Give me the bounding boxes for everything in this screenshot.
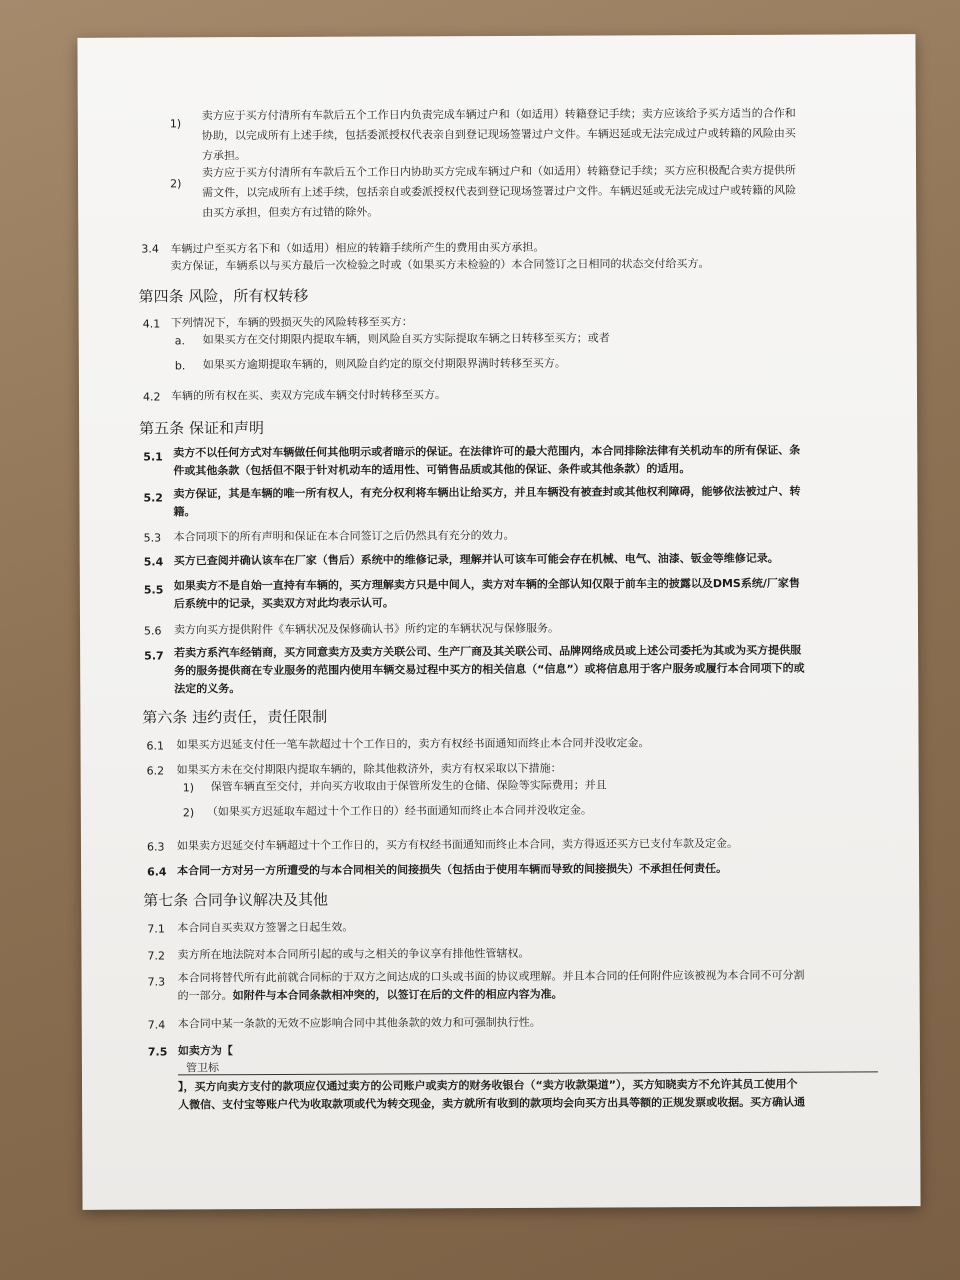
section-6-heading: 第六条 违约责任，责任限制 (142, 707, 328, 727)
clause-7-1-text: 本合同自买卖双方签署之日起生效。 (177, 920, 354, 935)
clause-7-3-line-1: 本合同将替代所有此前就合同标的于双方之间达成的口头或书面的协议或理解。并且本合同的任何附件应该被视为本合同不可分割 (177, 968, 805, 985)
clause-7-5-line-1: 】，买方向卖方支付的款项应仅通过卖方的公司账户或卖方的财务收银台（“卖方收款渠道”），买方知晓卖方不允许其员工使用个 (177, 1077, 798, 1094)
clause-5-6-text: 卖方向买方提供附件《车辆状况及保修确认书》所约定的车辆状况与保修服务。 (174, 621, 560, 637)
clause-6-2-2-text: （如果买方迟延取车超过十个工作日的）经书面通知而终止本合同并没收定金。 (206, 803, 592, 819)
item-1-line-1: 卖方应于买方付清所有车款后五个工作日内负责完成车辆过户和（如适用）转籍登记手续；卖方应该给予买方适当的合作和 (201, 106, 796, 123)
clause-7-3-line-2 (178, 986, 563, 1005)
clause-6-4-number: 6.4 (147, 865, 167, 879)
clause-7-5-label: 如卖方为【 (177, 1044, 233, 1058)
clause-7-5-number: 7.5 (147, 1045, 168, 1059)
clause-5-7-line-2: 务的服务提供商在专业服务的范围内使用车辆交易过程中买方的相关信息（“信息”）或将信息用于客户服务或履行本合同项下的或 (174, 661, 805, 678)
section-4-heading: 第四条 风险，所有权转移 (138, 286, 309, 306)
clause-6-2-text: 如果买方未在交付期限内提取车辆的，除其他救济外，卖方有权采取以下措施： (176, 761, 562, 777)
clause-5-7-line-1: 若卖方系汽车经销商，买方同意卖方及卖方关联公司、生产厂商及其关联公司、品牌网络成员或上述公司委托为其或为买方提供服 (174, 643, 802, 660)
clause-6-3-number: 6.3 (146, 840, 165, 854)
clause-7-3-line-2a: 的一部分。 (177, 989, 233, 1003)
clause-7-3-number: 7.3 (147, 975, 166, 989)
clause-5-5-line-1: 如果卖方不是自始一直持有车辆的，买方理解卖方只是中间人，卖方对车辆的全部认知仅限于前车主的披露以及DMS系统/厂家售 (173, 576, 800, 593)
clause-7-1-number: 7.1 (147, 922, 165, 936)
clause-6-2-1-number: 1) (182, 781, 195, 795)
clause-5-4-text: 买方已查阅并确认该车在厂家（售后）系统中的维修记录，理解并认可该车可能会存在机械、电气、油漆、钣金等维修记录。 (173, 551, 779, 568)
clause-7-3-line-2b: 如附件与本合同条款相冲突的，以签订在后的文件的相应内容为准。 (232, 987, 563, 1003)
clause-6-2-2-number: 2) (182, 806, 195, 820)
item-2-number: 2) (170, 177, 182, 191)
clause-5-7-line-3: 法定的义务。 (174, 682, 241, 696)
clause-6-3-text: 如果卖方迟延交付车辆超过十个工作日的，买方有权经书面通知而终止本合同，卖方得返还买方已支付车款及定金。 (176, 836, 738, 853)
clause-5-4-number: 5.4 (143, 555, 164, 569)
item-1-line-3: 方承担。 (201, 149, 246, 163)
clause-4-1-a-marker: a. (174, 334, 186, 348)
clause-7-4-text: 本合同中某一条款的无效不应影响合同中其他条款的效力和可强制执行性。 (177, 1015, 541, 1031)
clause-7-4-number: 7.4 (147, 1018, 166, 1032)
item-2-line-3: 由买方承担，但卖方有过错的除外。 (202, 205, 379, 220)
item-2-line-2: 需文件，以完成所有上述手续，包括亲自或委派授权代表到登记现场签署过户文件。车辆迟延或无法完成过户或转籍的风险 (202, 183, 797, 200)
item-1-number: 1) (169, 117, 182, 131)
clause-5-2-number: 5.2 (143, 491, 163, 505)
clause-6-2-1-text: 保管车辆直至交付，并向买方收取由于保管所发生的仓储、保险等实际费用；并且 (210, 778, 607, 794)
clause-5-1-number: 5.1 (143, 450, 163, 464)
clause-5-5-number: 5.5 (143, 583, 164, 597)
clause-7-5-line-2: 人微信、支付宝等账户代为收取款项或代为转交现金，卖方就所有收到的款项均会向买方出具等额的正规发票或收据。买方确认通 (178, 1095, 806, 1112)
clause-4-2-text: 车辆的所有权在买、卖双方完成车辆交付时转移至买方。 (170, 388, 447, 403)
clause-5-1-line-2: 件或其他条款（包括但不限于针对机动车的适用性、可销售品质或其他的保证、条件或其他条款）的适用。 (173, 462, 691, 478)
clause-5-1-line-1: 卖方不以任何方式对车辆做任何其他明示或者暗示的保证。在法律许可的最大范围内，本合同排除法律有关机动车的所有保证、条 (173, 443, 801, 460)
clause-6-1-text: 如果买方迟延支付任一笔车款超过十个工作日的，卖方有权经书面通知而终止本合同并没收定金。 (176, 736, 650, 752)
clause-5-3-text: 本合同项下的所有声明和保证在本合同签订之后仍然具有充分的效力。 (173, 528, 515, 544)
seller-name-underline (178, 1071, 878, 1075)
clause-3-4-number: 3.4 (141, 242, 159, 256)
contract-page (77, 34, 920, 1210)
clause-5-2-line-2: 籍。 (173, 505, 196, 519)
clause-6-2-number: 6.2 (146, 764, 165, 778)
clause-5-3-number: 5.3 (143, 531, 162, 545)
clause-4-1-number: 4.1 (142, 317, 161, 331)
clause-4-2-number: 4.2 (142, 390, 161, 404)
clause-4-1-a-text: 如果买方在交付期限内提取车辆，则风险自买方实际提取车辆之日转移至买方；或者 (202, 331, 610, 347)
clause-6-4-text: 本合同一方对另一方所遭受的与本合同相关的间接损失（包括由于使用车辆而导致的间接损失）不承担任何责任。 (177, 862, 728, 878)
clause-5-6-number: 5.6 (144, 624, 162, 638)
clause-5-5-line-2: 后系统中的记录，买卖双方对此均表示认可。 (173, 596, 394, 611)
item-1-line-2: 协助，以完成所有上述手续，包括委派授权代表亲自到登记现场签署过户文件。车辆迟延或无法完成过户或转籍的风险由买 (201, 126, 796, 143)
seller-name-fill: 管卫标 (185, 1061, 219, 1075)
clause-5-2-line-1: 卖方保证，其是车辆的唯一所有权人，有充分权利将车辆出让给买方，并且车辆没有被查封或其他权利障碍，能够依法被过户、转 (173, 484, 801, 501)
clause-7-2-number: 7.2 (147, 949, 165, 963)
clause-4-1-text: 下列情况下，车辆的毁损灭失的风险转移至买方： (170, 315, 413, 330)
section-5-heading: 第五条 保证和声明 (139, 419, 264, 438)
clause-6-1-number: 6.1 (146, 739, 165, 753)
clause-4-1-b-text: 如果买方逾期提取车辆的，则风险自约定的原交付期限界满时转移至买方。 (202, 356, 566, 372)
clause-3-4-line-1: 车辆过户至买方名下和（如适用）相应的转籍手续所产生的费用由买方承担。 (170, 240, 545, 256)
clause-4-1-b-marker: b. (174, 359, 186, 373)
clause-7-2-text: 卖方所在地法院对本合同所引起的或与之相关的争议享有排他性管辖权。 (177, 946, 530, 962)
item-2-line-1: 卖方应于买方付清所有车款后五个工作日内协助买方完成车辆过户和（如适用）转籍登记手续；买方应积极配合卖方提供所 (202, 163, 797, 180)
clause-3-4-line-2: 卖方保证，车辆系以与买方最后一次检验之时或（如果买方未检验的）本合同签订之日相同的状态交付给买方。 (170, 257, 710, 273)
section-7-heading: 第七条 合同争议解决及其他 (143, 890, 329, 910)
clause-5-7-number: 5.7 (144, 649, 164, 663)
